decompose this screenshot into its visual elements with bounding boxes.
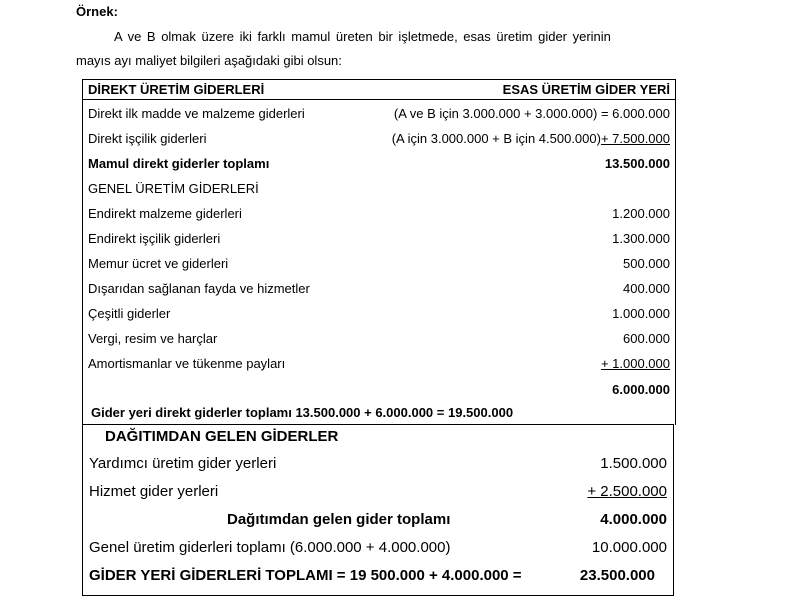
table-header-row [88, 80, 670, 100]
row-value: 400.000 [623, 281, 670, 296]
allocated-costs-table [82, 424, 674, 596]
table-row [88, 279, 670, 299]
row-value: (A ve B için 3.000.000 + 3.000.000) = 6.000.000 [393, 106, 670, 121]
row-label: Endirekt işçilik giderleri [88, 231, 221, 246]
allocated-costs-title [105, 425, 667, 449]
general-costs-total: 6.000.000 [612, 382, 670, 397]
table-row [88, 304, 670, 324]
section-title: DAĞITIMDAN GELEN GİDERLER [105, 428, 339, 445]
row-label: GİDER YERİ GİDERLERİ TOPLAMI = 19 500.000 + 4.000.000 = [89, 567, 522, 584]
row-label: Vergi, resim ve harçlar [88, 331, 218, 346]
header-direct-costs: DİREKT ÜRETİM GİDERLERİ [88, 82, 265, 97]
table-row [89, 452, 667, 476]
table-row [88, 354, 670, 374]
header-main-cost-center: ESAS ÜRETİM GİDER YERİ [502, 82, 670, 97]
row-value: 1.200.000 [612, 206, 670, 221]
intro-line-1: A ve B olmak üzere iki farklı mamul üreten bir işletmede, esas üretim gider yerinin [114, 29, 611, 44]
row-value: 500.000 [623, 256, 670, 271]
row-value: + 1.000.000 [600, 356, 670, 371]
row-label: Genel üretim giderleri toplamı (6.000.000 + 4.000.000) [89, 539, 451, 556]
row-label: Çeşitli giderler [88, 306, 171, 321]
row-value: + 7.500.000 [600, 131, 670, 146]
section-title-general-costs: GENEL ÜRETİM GİDERLERİ [88, 181, 259, 196]
row-value: 600.000 [623, 331, 670, 346]
row-label: Amortismanlar ve tükenme payları [88, 356, 286, 371]
row-label: Endirekt malzeme giderleri [88, 206, 242, 221]
grand-total-value: 23.500.000 [579, 567, 655, 584]
table-row [88, 254, 670, 274]
row-label: Direkt işçilik giderleri [88, 131, 207, 146]
row-value-group [392, 129, 670, 149]
table-row [88, 179, 670, 199]
row-label: Direkt ilk madde ve malzeme giderleri [88, 106, 305, 121]
table-row [88, 129, 670, 149]
table-row [88, 204, 670, 224]
table-row [88, 329, 670, 349]
table-row [88, 229, 670, 249]
row-value-prefix: (A için 3.000.000 + B için 4.500.000) [391, 131, 601, 146]
row-label: Mamul direkt giderler toplamı [88, 156, 270, 171]
row-value: 1.500.000 [600, 455, 667, 472]
header-divider [83, 99, 675, 100]
row-value: 4.000.000 [600, 511, 667, 528]
table-row [88, 380, 670, 400]
example-heading: Örnek: [76, 4, 118, 19]
table-row [89, 508, 667, 532]
row-label: Memur ücret ve giderleri [88, 256, 229, 271]
row-value: 10.000.000 [591, 539, 667, 556]
row-value: 13.500.000 [604, 156, 670, 171]
row-label: Dışarıdan sağlanan fayda ve hizmetler [88, 281, 310, 296]
row-value: 1.000.000 [612, 306, 670, 321]
table-row [89, 564, 655, 588]
cost-center-direct-total-line: Gider yeri direkt giderler toplamı 13.500.000 + 6.000.000 = 19.500.000 [91, 405, 514, 420]
row-value: 1.300.000 [612, 231, 670, 246]
intro-line-2: mayıs ayı maliyet bilgileri aşağıdaki gibi olsun: [76, 53, 342, 68]
table-row [88, 104, 670, 124]
table-row [88, 154, 670, 174]
table-row [89, 536, 667, 560]
row-label: Hizmet gider yerleri [89, 483, 219, 500]
direct-costs-table [82, 79, 676, 425]
row-value: + 2.500.000 [587, 483, 667, 500]
row-label: Dağıtımdan gelen gider toplamı [227, 511, 451, 528]
table-row [89, 480, 667, 504]
row-label: Yardımcı üretim gider yerleri [89, 455, 277, 472]
